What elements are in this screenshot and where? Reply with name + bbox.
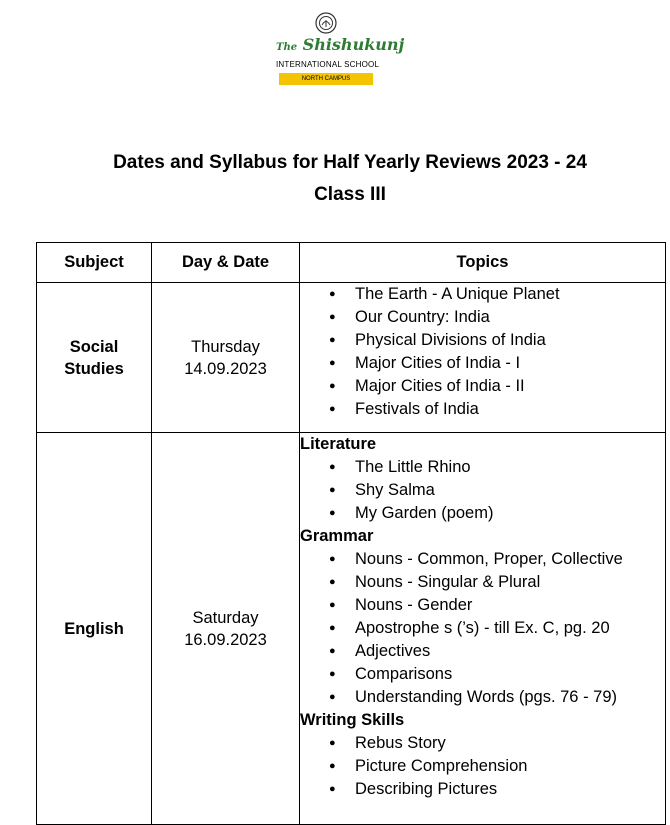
date-label: 16.09.2023 (184, 630, 267, 649)
subject-line: Studies (64, 359, 124, 378)
topic-item: ● The Little Rhino (355, 456, 665, 479)
header-day-date: Day & Date (152, 243, 300, 283)
campus-badge: NORTH CAMPUS (279, 73, 373, 85)
topic-item: ● Nouns - Gender (355, 594, 665, 617)
topic-item: ● Describing Pictures (355, 778, 665, 801)
topic-item: ● Shy Salma (355, 479, 665, 502)
topic-item: ● Nouns - Singular & Plural (355, 571, 665, 594)
topic-item: ● Physical Divisions of India (355, 329, 665, 352)
date-cell (152, 283, 300, 433)
topic-item: ● Our Country: India (355, 306, 665, 329)
topic-item: ● My Garden (poem) (355, 502, 665, 525)
school-line: INTERNATIONAL SCHOOL (276, 60, 380, 69)
school-logo (276, 10, 405, 102)
topic-list (300, 548, 665, 709)
day-label: Thursday (191, 337, 260, 356)
header-subject: Subject (37, 243, 152, 283)
topic-list (300, 283, 665, 421)
topics-cell (300, 433, 666, 825)
topic-item: ● Major Cities of India - I (355, 352, 665, 375)
topic-item: ● Festivals of India (355, 398, 665, 421)
topic-list (300, 456, 665, 525)
syllabus-table (36, 242, 666, 825)
brand-name: The Shishukunj (276, 35, 405, 54)
topic-item: ● Apostrophe s (’s) - till Ex. C, pg. 20 (355, 617, 665, 640)
header-topics: Topics (300, 243, 666, 283)
topic-item: ● The Earth - A Unique Planet (355, 283, 665, 306)
topic-item: ● Comparisons (355, 663, 665, 686)
section-heading-writing-skills: Writing Skills (300, 711, 405, 729)
topic-item: ● Major Cities of India - II (355, 375, 665, 398)
subject-cell (37, 433, 152, 825)
day-label: Saturday (192, 608, 259, 627)
school-emblem-icon (315, 12, 337, 34)
topic-item: ● Understanding Words (pgs. 76 - 79) (355, 686, 665, 709)
table-row (37, 283, 666, 433)
section-heading-grammar: Grammar (300, 527, 374, 545)
topic-item: ● Adjectives (355, 640, 665, 663)
subject-line: Social (69, 337, 119, 356)
table-row (37, 433, 666, 825)
date-label: 14.09.2023 (184, 359, 267, 378)
topic-list (300, 732, 665, 801)
subject-cell (37, 283, 152, 433)
table-header-row (37, 243, 666, 283)
topic-item: ● Rebus Story (355, 732, 665, 755)
topic-item: ● Nouns - Common, Proper, Collective (355, 548, 665, 571)
subject-line: English (64, 619, 124, 638)
date-cell (152, 433, 300, 825)
section-heading-literature: Literature (300, 435, 377, 453)
topic-item: ● Picture Comprehension (355, 755, 665, 778)
class-label: Class III (314, 184, 386, 205)
page-title: Dates and Syllabus for Half Yearly Reviews 2023 - 24 (113, 152, 587, 173)
topics-cell (300, 283, 666, 433)
